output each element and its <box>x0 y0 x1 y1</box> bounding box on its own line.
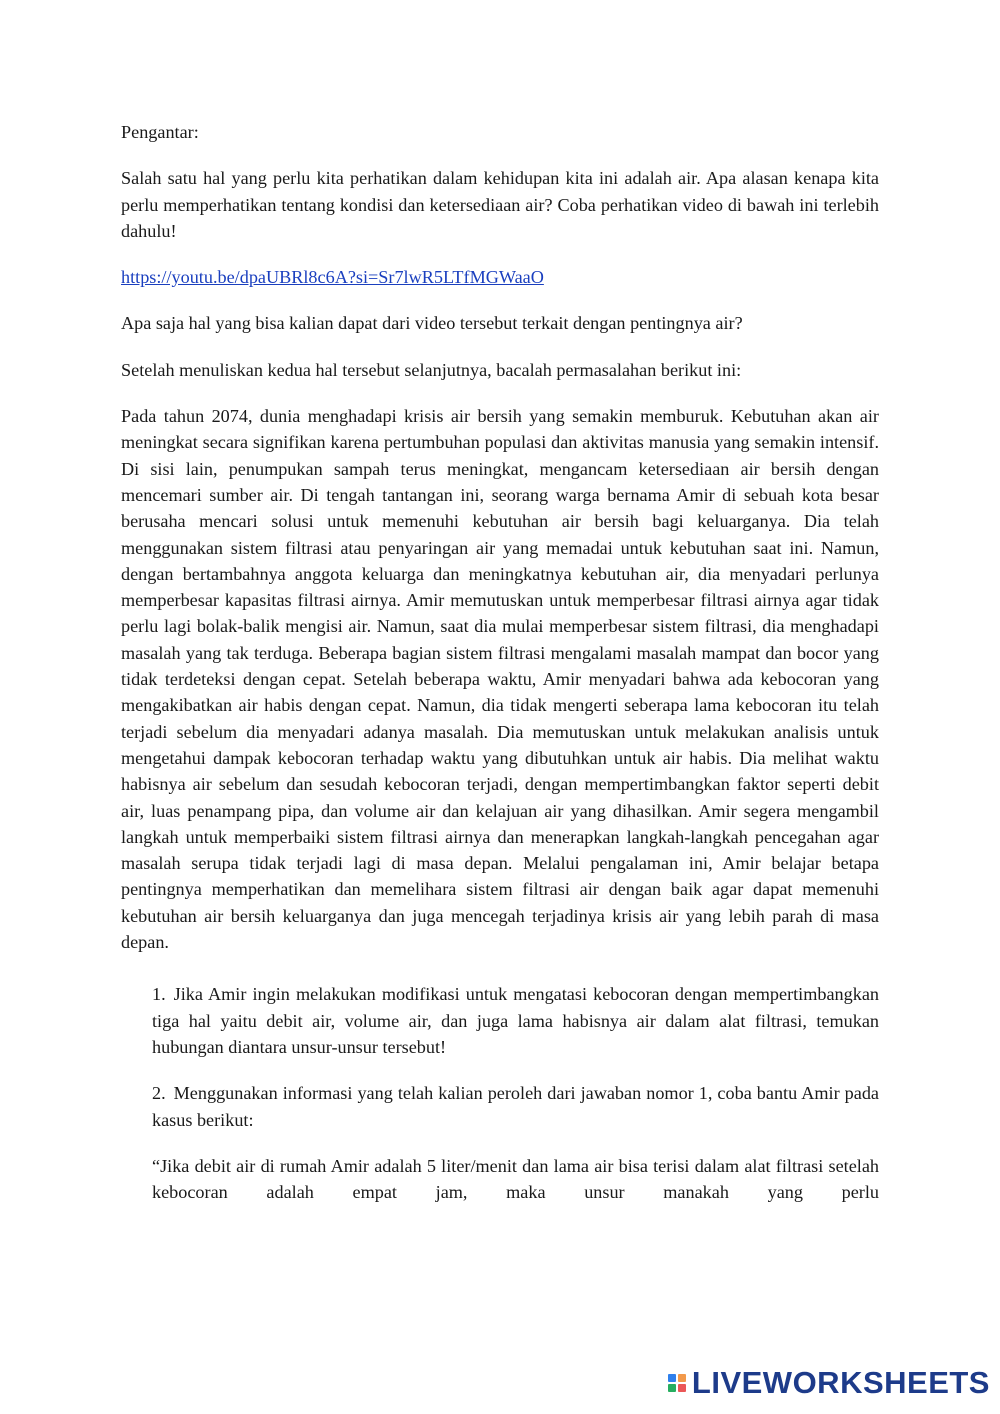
logo-square-blue <box>668 1374 676 1382</box>
logo-square-red <box>678 1384 686 1392</box>
logo-square-green <box>668 1384 676 1392</box>
question-number: 1. <box>152 984 166 1005</box>
question-number: 2. <box>152 1083 166 1104</box>
question-list <box>152 981 879 1205</box>
liveworksheets-logo-icon <box>668 1374 686 1392</box>
liveworksheets-brand <box>668 1366 990 1400</box>
prompt-question: Apa saja hal yang bisa kalian dapat dari video tersebut terkait dengan pentingnya air? <box>121 313 743 334</box>
intro-paragraph: Salah satu hal yang perlu kita perhatikan dalam kehidupan kita ini adalah air. Apa alasan kenapa kita perlu memperhatikan tentang kondisi dan ketersediaan air? Coba perhatikan video di bawah ini terlebih dahulu! <box>121 168 879 241</box>
question-text: Jika Amir ingin melakukan modifikasi untuk mengatasi kebocoran dengan mempertimbangkan tiga hal yaitu debit air, volume air, dan juga lama habisnya air dalam alat filtrasi, temukan hubungan diantara unsur-unsur tersebut! <box>152 984 879 1057</box>
question-text: Menggunakan informasi yang telah kalian peroleh dari jawaban nomor 1, coba bantu Amir pada kasus berikut: <box>152 1083 879 1130</box>
video-link-line <box>121 264 879 290</box>
video-link[interactable]: https://youtu.be/dpaUBRl8c6A?si=Sr7lwR5LTfMGWaaO <box>121 267 544 288</box>
logo-square-orange <box>678 1374 686 1382</box>
transition-text: Setelah menuliskan kedua hal tersebut selanjutnya, bacalah permasalahan berikut ini: <box>121 359 742 380</box>
brand-name: LIVEWORKSHEETS <box>691 1365 990 1400</box>
question-item <box>152 981 879 1060</box>
worksheet-content <box>121 119 879 1205</box>
story-paragraph: Pada tahun 2074, dunia menghadapi krisis air bersih yang semakin memburuk. Kebutuhan akan air meningkat secara signifikan karena pertumbuhan populasi dan aktivitas manusia yang semakin intensif. Di sisi lain, penumpukan sampah terus meningkat, mengancam ketersediaan air bersih dengan mencemari sumber air. Di tengah tantangan ini, seorang warga bernama Amir di sebuah kota besar berusaha mencari solusi untuk memenuhi kebutuhan air bersih bagi keluarganya. Dia telah menggunakan sistem filtrasi atau penyaringan air yang memadai untuk kebutuhan saat ini. Namun, dengan bertambahnya anggota keluarga dan meningkatnya kebutuhan air, dia menyadari perlunya memperbesar kapasitas filtrasi airnya. Amir memutuskan untuk memperbesar filtrasi airnya agar tidak perlu lagi bolak-balik mengisi air. Namun, saat dia mulai memperbesar sistem filtrasi, dia menghadapi masalah yang tak terduga. Beberapa bagian sistem filtrasi mengalami masalah mampat dan bocor yang tidak terdeteksi dengan cepat. Setelah beberapa waktu, Amir menyadari bahwa ada kebocoran yang mengakibatkan air habis dengan cepat. Namun, dia tidak mengerti seberapa lama kebocoran itu telah terjadi sebelum dia menyadari adanya masalah. Dia memutuskan untuk melakukan analisis untuk mengetahui dampak kebocoran terhadap waktu yang dibutuhkan untuk air habis. Dia melihat waktu habisnya air sebelum dan sesudah kebocoran terjadi, dengan mempertimbangkan faktor seperti debit air, luas penampang pipa, dan volume air dan kelajuan air yang dihasilkan. Amir segera mengambil langkah untuk memperbaiki sistem filtrasi airnya dan menerapkan langkah-langkah pencegahan agar masalah serupa tidak terjadi lagi di masa depan. Melalui pengalaman ini, Amir belajar betapa pentingnya memperhatikan dan memelihara sistem filtrasi air dengan baik agar dapat memenuhi kebutuhan air bersih keluarganya dan juga mencegah terjadinya krisis air yang lebih parah di masa depan. <box>121 406 879 953</box>
question-item <box>152 1080 879 1133</box>
case-quote: “Jika debit air di rumah Amir adalah 5 liter/menit dan lama air bisa terisi dalam alat filtrasi setelah kebocoran adalah empat jam, maka unsur manakah yang perlu <box>152 1155 879 1203</box>
intro-heading: Pengantar: <box>121 122 199 142</box>
